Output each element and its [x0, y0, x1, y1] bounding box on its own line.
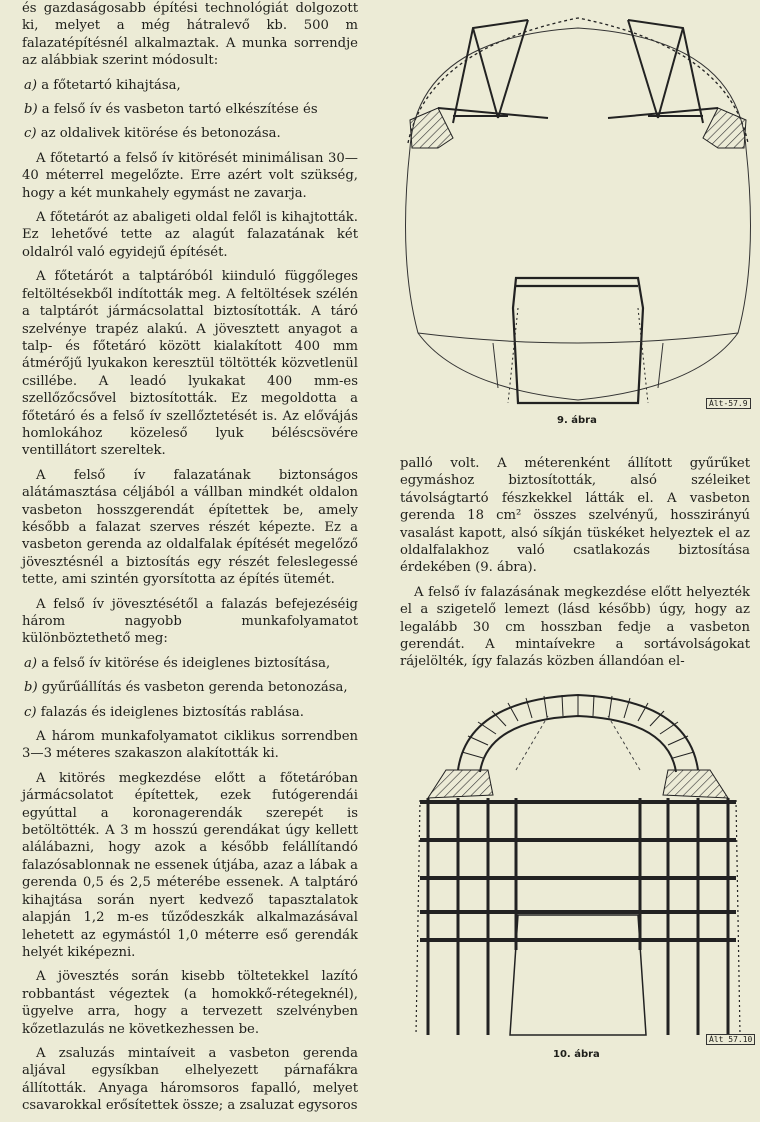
paragraph: palló volt. A méterenként állított gyűrűket egymáshoz biztosították, alsó széleiket távolságtartó fészkekkel látták el. A vasbeton gerenda 18 cm² összes szelvényű, hosszirányú vasalást kapott, alsó síkján tüskéket helyeztek el az oldalfalakhoz való csatlakozás biztosítása érdekében (9. ábra). — [400, 456, 750, 576]
paragraph: A főtetárót az abaligeti oldal felől is kihajtották. Ez lehetővé tette az alagút falazatának két oldalról való egyidejű építését. — [22, 210, 358, 260]
list-item-text: gyűrűállítás és vasbeton gerenda betonozása, — [41, 680, 348, 696]
figure-10 — [398, 690, 758, 1044]
figure-10-caption: 10. ábra — [553, 1049, 600, 1060]
list-item-text: a felső ív kitörése és ideiglenes biztosítása, — [41, 655, 331, 671]
paragraph — [22, 655, 358, 672]
list-letter: b) — [24, 102, 38, 118]
list-letter: b) — [24, 680, 38, 696]
paragraph: A jövesztés során kisebb töltetekkel lazító robbantást végeztek (a homokkő-rétegeknél), ügyelve arra, hogy a tervezett szelvényben kőzetlazulás ne következhessen be. — [22, 969, 358, 1037]
paragraph: és gazdaságosabb építési technológiát dolgozott ki, melyet a még hátralevő kb. 500 m falazatépítésnél alkalmaztak. A munka sorrendje az alábbiak szerint módosult: — [22, 1, 358, 69]
tunnel-construction-frame-10 — [398, 690, 758, 1040]
paragraph: A felső ív falazatának biztonságos alátámasztása céljából a vállban mindkét oldalon vasbeton hosszgerendát építettek be, amely később a falazat szerves részét képezte. Ez a vasbeton gerenda az oldalfalak építését megelőző jövesztésnél a biztosítás egy részét feleslegessé tette, ami szintén gyorsította az építés ütemét. — [22, 467, 358, 588]
paragraph: A főtetárót a talptáróból kiinduló függőleges feltöltésekből indították meg. A feltöltések szélén a talptárót jármácsolattal biztosították. A táró szelvénye trapéz alakú. A jövesztett anyagot a talp- és főtetáró között kialakított 400 mm átmérőjű lyukakon keresztül töltötték közvetlenül csillébe. A leadó lyukakat 400 mm-es szellőzőcsővel biztosították. Ez megoldotta a főtetáró és a felső ív szellőztetését is. Az elővájás homlokához közeleső lyuk béléscsövére ventillátort szereltek. — [22, 269, 358, 459]
paragraph — [22, 679, 358, 696]
figure-10-code: Ált 57.10 — [706, 1034, 755, 1045]
paragraph — [22, 704, 358, 721]
list-letter: c) — [24, 704, 37, 720]
figure-9-caption: 9. ábra — [557, 415, 597, 426]
figure-9-code: Ált-57.9 — [706, 398, 751, 409]
list-item-text: falazás és ideiglenes biztosítás rablása. — [40, 704, 304, 720]
paragraph — [22, 125, 358, 142]
list-item-text: a főtetartó kihajtása, — [41, 77, 181, 93]
paragraph: A zsaluzás mintaíveit a vasbeton gerenda aljával egysíkban elhelyezett párnafákra állították. Anyaga háromsoros fapalló, melyet csavarokkal erősítettek össze; a zsaluzat egysoros — [22, 1045, 358, 1114]
list-item-text: a felső ív és vasbeton tartó elkészítése és — [41, 102, 318, 118]
list-letter: a) — [24, 77, 38, 93]
paragraph — [22, 101, 358, 118]
list-letter: c) — [24, 126, 37, 142]
paragraph — [22, 77, 358, 94]
left-text-column — [22, 0, 358, 1122]
figure-9 — [398, 8, 758, 417]
list-item-text: az oldalivek kitörése és betonozása. — [40, 126, 281, 142]
tunnel-cross-section-9 — [398, 8, 758, 413]
paragraph: A felső ív falazásának megkezdése előtt helyezték el a szigetelő lemezt (lásd később) úgy, hogy az legalább 30 cm hosszban fedje a vasbeton gerendát. A mintaívekre a sortávolságokat rájelölték, így falazás közben állandóan el- — [400, 584, 750, 670]
paragraph: A kitörés megkezdése előtt a főtetáróban jármácsolatot építettek, ezek futógerendái egyúttal a koronagerendák szerepét is betöltötték. A 3 m hosszú gerendákat úgy kellett alálábazni, hogy azok a később felállítandó falazósablonnak ne essenek útjába, azaz a lábak a gerenda 0,5 és 2,5 méterébe essenek. A talptáró kihajtása során nyert kedvező tapasztalatok alapján 1,2 m-es tűződeszkák alkalmazásával lehetett az egymástól 1,0 méterre eső gerendák helyét kiképezni. — [22, 770, 358, 960]
list-letter: a) — [24, 655, 38, 671]
paragraph: A három munkafolyamatot ciklikus sorrendben 3—3 méteres szakaszon alakították ki. — [22, 729, 358, 762]
paragraph: A főtetartó a felső ív kitörését minimálisan 30—40 méterrel megelőzte. Erre azért volt szükség, hogy a két munkahely egymást ne zavarja. — [22, 150, 358, 201]
right-text-column — [400, 455, 750, 678]
paragraph: A felső ív jövesztésétől a falazás befejezéséig három nagyobb munkafolyamatot különböztethető meg: — [22, 596, 358, 647]
